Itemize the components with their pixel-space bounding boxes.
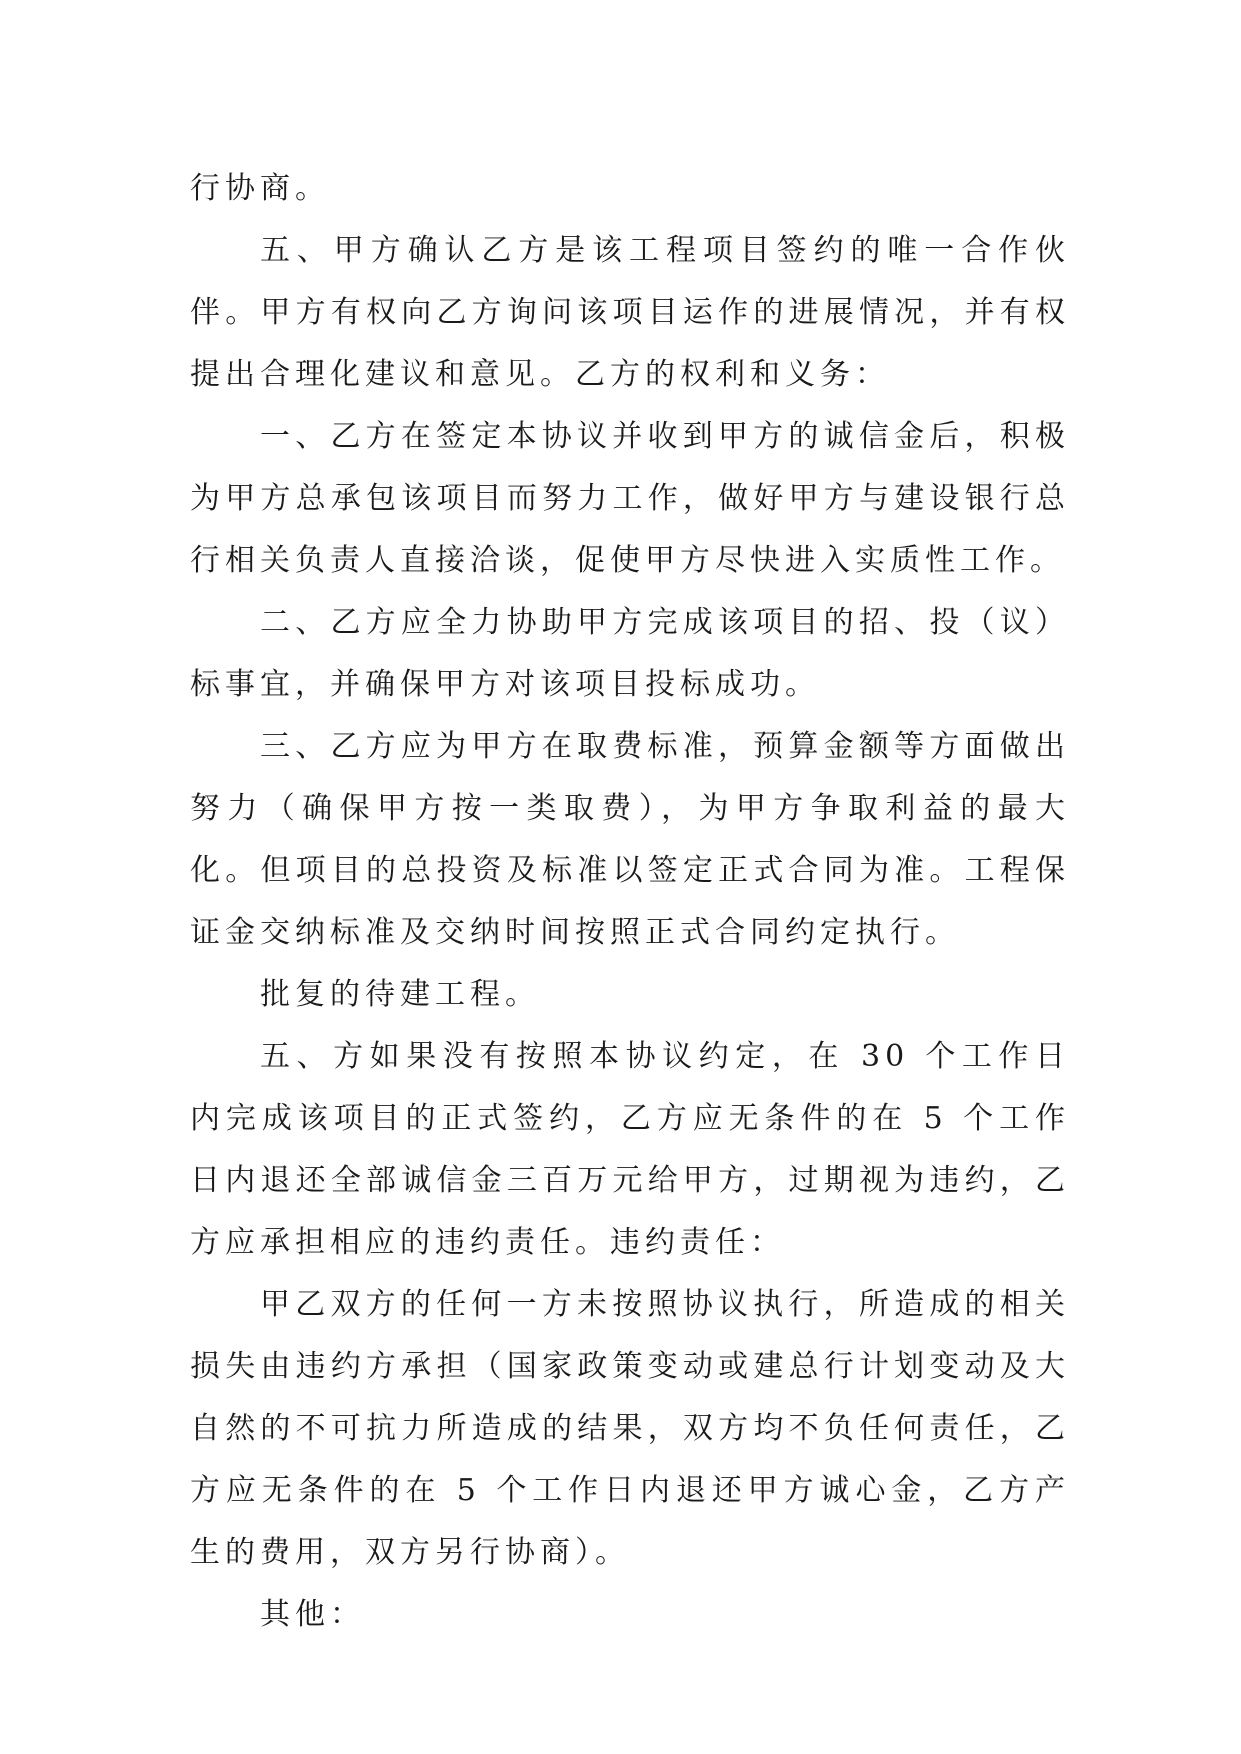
paragraph-clause-2-bidding: 二、乙方应全力协助甲方完成该项目的招、投（议）标事宜，并确保甲方对该项目投标成功。 (190, 605, 1070, 702)
paragraph-clause-5-partner: 五、甲方确认乙方是该工程项目签约的唯一合作伙伴。甲方有权向乙方询问该项目运作的进展情况，并有权提出合理化建议和意见。乙方的权利和义务： (190, 233, 1070, 392)
paragraph-continuation: 行协商。 (190, 171, 330, 206)
paragraph-clause-3-fees: 三、乙方应为甲方在取费标准，预算金额等方面做出努力（确保甲方按一类取费），为甲方争取利益的最大化。但项目的总投资及标准以签定正式合同为准。工程保证金交纳标准及交纳时间按照正式合同约定执行。 (190, 729, 1070, 950)
paragraph-clause-5-refund: 五、方如果没有按照本协议约定，在 30 个工作日内完成该项目的正式签约，乙方应无条件的在 5 个工作日内退还全部诚信金三百万元给甲方，过期视为违约，乙方应承担相应的违约责任。违约责任： (190, 1039, 1070, 1260)
paragraph-other: 其他： (260, 1597, 365, 1632)
paragraph-clause-1-obligations: 一、乙方在签定本协议并收到甲方的诚信金后，积极为甲方总承包该项目而努力工作，做好甲方与建设银行总行相关负责人直接洽谈，促使甲方尽快进入实质性工作。 (190, 419, 1070, 578)
paragraph-liability: 甲乙双方的任何一方未按照协议执行，所造成的相关损失由违约方承担（国家政策变动或建总行计划变动及大自然的不可抗力所造成的结果，双方均不负任何责任，乙方应无条件的在 5 个工作日内退还甲方诚心金，乙方产生的费用，双方另行协商）。 (190, 1287, 1070, 1570)
document-body (190, 158, 1070, 1646)
paragraph-approved-project: 批复的待建工程。 (260, 977, 540, 1012)
